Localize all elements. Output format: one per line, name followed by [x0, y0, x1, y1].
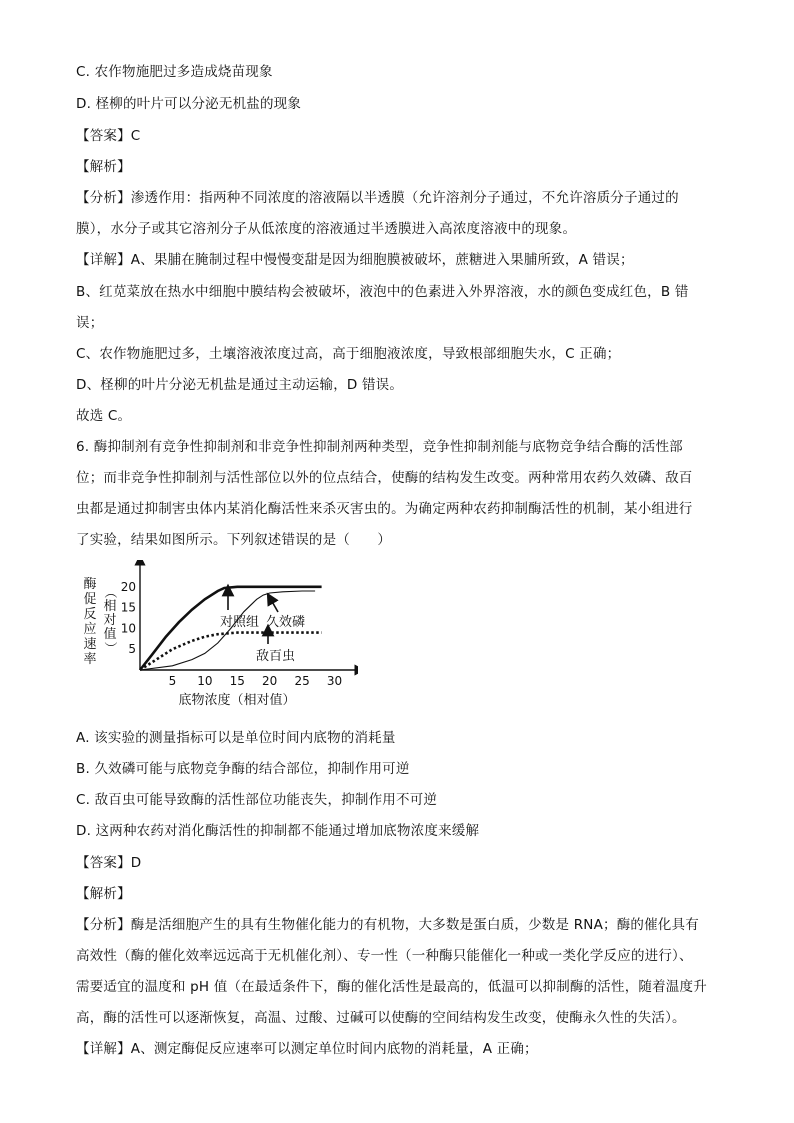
y-axis-label-char: 酶	[83, 577, 97, 592]
question-6-stem-a: 6. 酶抑制剂有竞争性抑制剂和非竞争性抑制剂两种类型，竞争性抑制剂能与底物竞争结合酶的活性部	[76, 439, 683, 455]
x-tick-label: 20	[262, 674, 278, 688]
series-label: 久效磷	[266, 615, 306, 630]
option-6c: C. 敌百虫可能导致酶的活性部位功能丧失，抑制作用不可逆	[76, 792, 438, 808]
analysis-header-5: 【解析】	[76, 159, 131, 175]
analysis-text-5b: 膜），水分子或其它溶剂分子从低浓度的溶液通过半透膜进入高浓度溶液中的现象。	[76, 221, 577, 237]
detail-text-5c: 误；	[76, 315, 104, 331]
series-label: 敌百虫	[256, 649, 296, 664]
question-6-stem-b: 位；而非竞争性抑制剂与活性部位以外的位点结合，使酶的结构发生改变。两种常用农药久效磷、敌百	[76, 470, 693, 486]
option-6b: B. 久效磷可能与底物竞争酶的结合部位，抑制作用可逆	[76, 761, 410, 777]
y-axis-label-char: 率	[83, 652, 97, 667]
enzyme-rate-chart	[78, 560, 358, 710]
answer-label-5: 【答案】C	[76, 128, 141, 144]
y-axis-unit-char: 值	[103, 627, 117, 642]
option-6a: A. 该实验的测量指标可以是单位时间内底物的消耗量	[76, 730, 396, 746]
series-label-arrow	[270, 598, 278, 612]
question-6-stem-c: 虫都是通过抑制害虫体内某消化酶活性来杀灭害虫的。为确定两种农药抑制酶活性的机制，某小组进行	[76, 501, 693, 517]
y-axis-unit-char: ）	[102, 641, 117, 655]
y-tick-label: 10	[120, 621, 136, 636]
answer-label-6: 【答案】D	[76, 855, 142, 871]
question-6-stem-d: 了实验，结果如图所示。下列叙述错误的是（ ）	[76, 532, 392, 548]
x-tick-label: 30	[326, 674, 343, 688]
y-axis-label-char: 应	[83, 622, 97, 637]
detail-text-5e: D、柽柳的叶片分泌无机盐是通过主动运输，D 错误。	[76, 377, 404, 393]
y-tick-label: 15	[120, 600, 136, 615]
y-tick-label: 5	[128, 642, 136, 657]
option-6d: D. 这两种农药对消化酶活性的抑制都不能通过增加底物浓度来缓解	[76, 823, 480, 839]
x-tick-label: 25	[294, 674, 310, 688]
analysis-text-6b: 高效性（酶的催化效率远远高于无机催化剂）、专一性（一种酶只能催化一种或一类化学反应的进行）、	[76, 948, 693, 964]
y-axis-label-char: 速	[83, 637, 97, 652]
y-axis-unit-char: （	[102, 585, 117, 599]
series-label: 对照组	[220, 615, 260, 630]
chart-svg	[78, 560, 358, 710]
y-axis-label-char: 促	[83, 592, 97, 607]
y-axis-label-char: 反	[83, 607, 97, 622]
x-tick-label: 10	[197, 674, 213, 688]
x-axis-label: 底物浓度（相对值）	[178, 693, 296, 708]
analysis-text-6d: 高，酶的活性可以逐渐恢复，高温、过酸、过碱可以使酶的空间结构发生改变，使酶永久性的失活）。	[76, 1010, 686, 1026]
option-c-previous: C. 农作物施肥过多造成烧苗现象	[76, 64, 273, 80]
detail-text-6a: 【详解】A、测定酶促反应速率可以测定单位时间内底物的消耗量，A 正确；	[76, 1041, 538, 1057]
conclusion-5: 故选 C。	[76, 408, 132, 424]
y-axis-unit-char: 相	[103, 599, 117, 614]
x-tick-label: 15	[229, 674, 245, 688]
detail-text-5b: B、红苋菜放在热水中细胞中膜结构会被破坏，液泡中的色素进入外界溶液，水的颜色变成红色，B 错	[76, 284, 689, 300]
analysis-header-6: 【解析】	[76, 886, 131, 902]
option-d-previous: D. 柽柳的叶片可以分泌无机盐的现象	[76, 96, 302, 112]
y-axis-unit-char: 对	[103, 613, 117, 628]
analysis-text-6a: 【分析】酶是活细胞产生的具有生物催化能力的有机物，大多数是蛋白质，少数是 RNA；酶的催化具有	[76, 917, 699, 933]
analysis-text-5a: 【分析】渗透作用：指两种不同浓度的溶液隔以半透膜（允许溶剂分子通过，不允许溶质分子通过的	[76, 190, 679, 206]
analysis-text-6c: 需要适宜的温度和 pH 值（在最适条件下，酶的催化活性是最高的，低温可以抑制酶的活性，随着温度升	[76, 979, 707, 995]
y-tick-label: 20	[120, 579, 136, 594]
x-tick-label: 5	[168, 674, 177, 688]
detail-text-5d: C、农作物施肥过多，土壤溶液浓度过高，高于细胞液浓度，导致根部细胞失水，C 正确；	[76, 346, 621, 362]
detail-text-5a: 【详解】A、果脯在腌制过程中慢慢变甜是因为细胞膜被破坏，蔗糖进入果脯所致，A 错误；	[76, 252, 634, 268]
